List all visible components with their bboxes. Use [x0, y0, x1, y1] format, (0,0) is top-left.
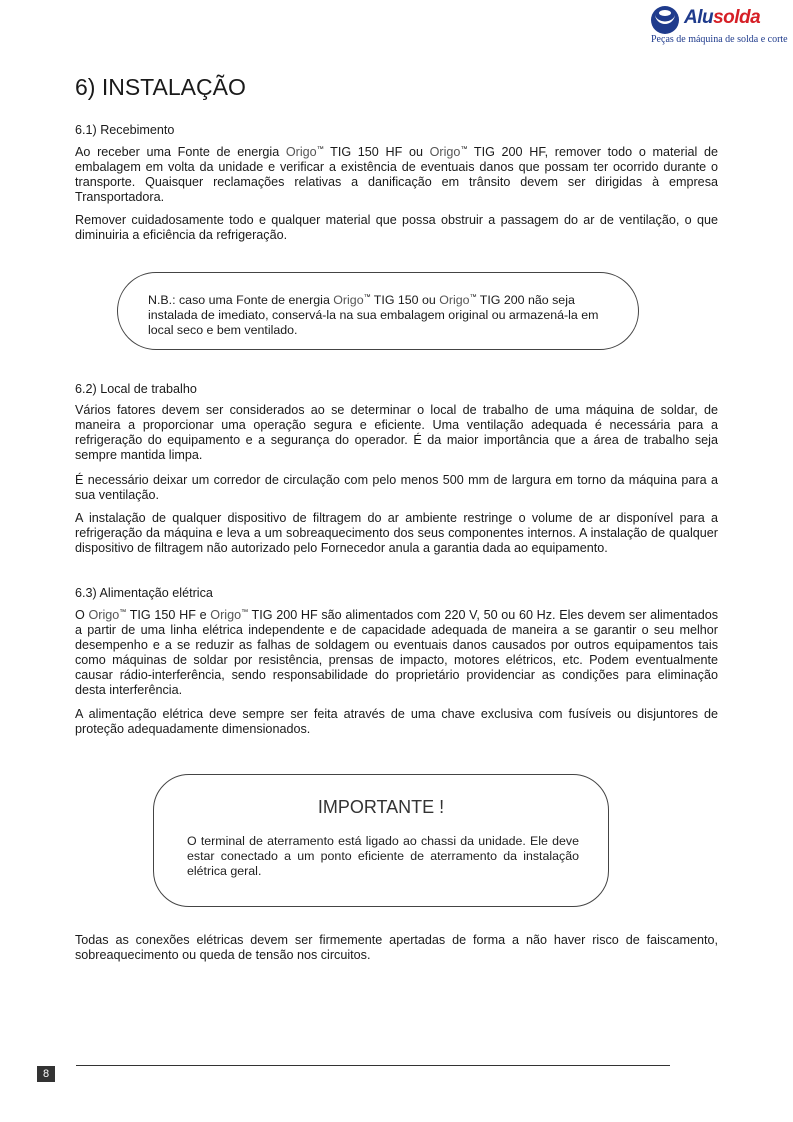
note-box	[117, 272, 639, 350]
text: Ao receber uma Fonte de energia	[75, 145, 286, 159]
trademark: ™	[460, 146, 468, 153]
section-heading-recebimento: 6.1) Recebimento	[75, 123, 175, 137]
text: TIG 200 HF, remover todo o material de embalagem em volta da unidade e verificar a existência de eventuais danos que possam ter ocorrido durante o transporte. Quaisquer reclamações relativas a danificação em trânsito devem ser dirigidas à empresa Transportadora.	[75, 145, 719, 204]
text: N.B.: caso uma Fonte de energia	[148, 293, 334, 307]
paragraph-alimentacao-1	[75, 605, 718, 698]
text: TIG 150 ou	[370, 293, 440, 307]
paragraph-local-3: A instalação de qualquer dispositivo de filtragem do ar ambiente restringe o volume de ar disponível para a refrigeração da máquina e leva a um sobreaquecimento dos seus componentes internos. A instalação de qualquer dispositivo de filtragem não autorizado pelo Fornecedor anula a garantia dada ao equipamento.	[75, 511, 718, 555]
page-title: 6) INSTALAÇÃO	[75, 74, 246, 100]
important-text: O terminal de aterramento está ligado ao chassi da unidade. Ele deve estar conectado a um ponto eficiente de aterramento da instalação elétrica geral.	[187, 834, 579, 878]
brand-origo: Origo	[429, 145, 461, 159]
paragraph-alimentacao-2: A alimentação elétrica deve sempre ser feita através de uma chave exclusiva com fusíveis ou disjuntores de proteção adequadamente dimensionados.	[75, 707, 718, 736]
brand-origo: Origo	[285, 145, 317, 159]
paragraph-recebimento-2: Remover cuidadosamente todo e qualquer material que possa obstruir a passagem do ar de ventilação, o que diminuiria a eficiência da refrigeração.	[75, 213, 718, 242]
logo-wordmark-solda: solda	[713, 7, 761, 28]
paragraph-recebimento-1	[75, 142, 718, 205]
logo-tagline: Peças de máquina de solda e corte	[651, 34, 788, 45]
trademark: ™	[241, 609, 249, 616]
paragraph-local-2: É necessário deixar um corredor de circulação com pelo menos 500 mm de largura em torno da máquina para a sua ventilação.	[75, 473, 718, 502]
section-heading-alimentacao-eletrica: 6.3) Alimentação elétrica	[75, 586, 213, 600]
important-title: IMPORTANTE !	[317, 797, 445, 817]
alusolda-logo	[648, 3, 788, 49]
text: TIG 200 HF são alimentados com 220 V, 50 ou 60 Hz. Eles devem ser alimentados a partir de uma linha elétrica independente e de capacidade adequada de maneira a se garantir o seu melhor desempenho e a se reduzir as falhas de soldagem ou eventuais danos causados por outros equipamentos tais como máquinas de soldar por resistência, prensas de impacto, motores elétricos, etc. Podem eventualmente causar rádio-interferência, sendo responsabilidade do proprietário providenciar as condições para eliminação desta interferência.	[75, 608, 718, 697]
note-text	[148, 290, 618, 338]
text: TIG 150 HF ou	[323, 145, 430, 159]
trademark: ™	[119, 609, 127, 616]
paragraph-closing: Todas as conexões elétricas devem ser firmemente apertadas de forma a não haver risco de faiscamento, sobreaquecimento ou queda de tensão nos circuitos.	[75, 933, 718, 962]
brand-origo: Origo	[88, 608, 120, 622]
alusolda-logo-mark-icon	[650, 5, 680, 35]
important-box	[153, 774, 609, 907]
text: TIG 200 não seja instalada de imediato, conservá-la na sua embalagem original ou armazená-la em local seco e bem ventilado.	[148, 293, 599, 337]
logo-wordmark	[684, 7, 760, 29]
footer-divider	[76, 1065, 670, 1066]
page-number: 8	[37, 1066, 55, 1082]
text: O	[75, 608, 89, 622]
text: TIG 150 HF e	[126, 608, 211, 622]
section-heading-local-de-trabalho: 6.2) Local de trabalho	[75, 382, 197, 396]
trademark: ™	[363, 294, 371, 301]
brand-origo: Origo	[210, 608, 242, 622]
brand-origo: Origo	[439, 293, 470, 307]
brand-origo: Origo	[333, 293, 364, 307]
paragraph-local-1: Vários fatores devem ser considerados ao se determinar o local de trabalho de uma máquina de soldar, de maneira a proporcionar uma operação segura e eficiente. Uma ventilação adequada é necessária para a refrigeração do equipamento e a segurança do operador. É da maior importância que a área de trabalho seja sempre mantida limpa.	[75, 403, 718, 462]
logo-wordmark-alu: Alu	[684, 7, 714, 28]
trademark: ™	[316, 146, 324, 153]
trademark: ™	[469, 294, 477, 301]
